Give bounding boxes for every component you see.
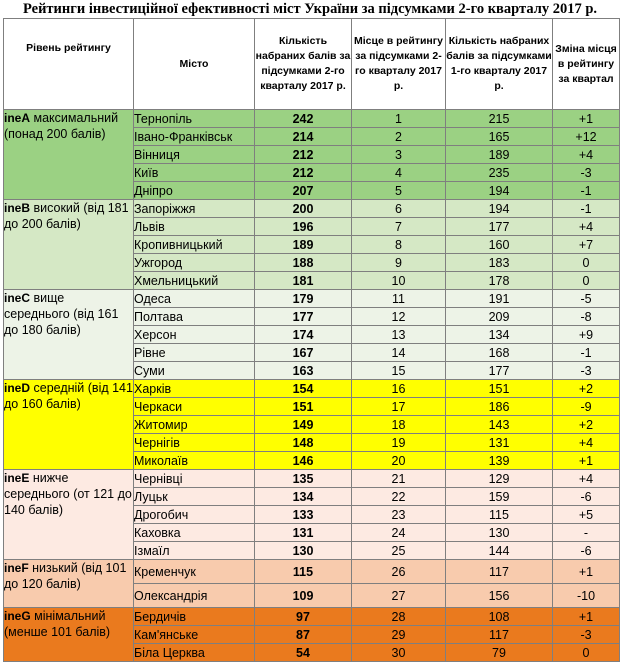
- city-cell: Дніпро: [134, 182, 255, 200]
- points-q1-cell: 143: [446, 416, 553, 434]
- change-cell: +4: [553, 470, 620, 488]
- level-code: ineB: [4, 201, 31, 215]
- place-cell: 3: [352, 146, 446, 164]
- city-cell: Київ: [134, 164, 255, 182]
- level-description: вище середнього (від 161 до 180 балів): [4, 291, 119, 337]
- place-cell: 19: [352, 434, 446, 452]
- level-code: ineD: [4, 381, 31, 395]
- city-cell: Черкаси: [134, 398, 255, 416]
- header-points-q2: Кількість набраних балів за підсумками 2-го кварталу 2017 р.: [255, 19, 352, 110]
- change-cell: 0: [553, 644, 620, 662]
- table-body: [4, 110, 620, 662]
- points-q1-cell: 191: [446, 290, 553, 308]
- city-cell: Ізмаїл: [134, 542, 255, 560]
- points-q2-cell: 189: [255, 236, 352, 254]
- level-description: мінімальний (менше 101 балів): [4, 609, 111, 639]
- city-cell: Запоріжжя: [134, 200, 255, 218]
- level-code: ineF: [4, 561, 29, 575]
- points-q2-cell: 54: [255, 644, 352, 662]
- table-row: [4, 110, 620, 128]
- place-cell: 16: [352, 380, 446, 398]
- points-q2-cell: 207: [255, 182, 352, 200]
- city-cell: Біла Церква: [134, 644, 255, 662]
- table-row: [4, 290, 620, 308]
- change-cell: -6: [553, 488, 620, 506]
- points-q2-cell: 214: [255, 128, 352, 146]
- change-cell: +9: [553, 326, 620, 344]
- city-cell: Дрогобич: [134, 506, 255, 524]
- place-cell: 27: [352, 584, 446, 608]
- change-cell: +4: [553, 146, 620, 164]
- city-cell: Хмельницький: [134, 272, 255, 290]
- place-cell: 17: [352, 398, 446, 416]
- level-cell: [4, 110, 134, 200]
- place-cell: 23: [352, 506, 446, 524]
- table-row: [4, 200, 620, 218]
- header-row: [4, 19, 620, 110]
- city-cell: Бердичів: [134, 608, 255, 626]
- points-q1-cell: 159: [446, 488, 553, 506]
- city-cell: Житомир: [134, 416, 255, 434]
- level-code: ineA: [4, 111, 31, 125]
- points-q1-cell: 177: [446, 362, 553, 380]
- level-description: середній (від 141 до 160 балів): [4, 381, 133, 411]
- change-cell: -1: [553, 182, 620, 200]
- place-cell: 14: [352, 344, 446, 362]
- place-cell: 24: [352, 524, 446, 542]
- points-q1-cell: 115: [446, 506, 553, 524]
- place-cell: 5: [352, 182, 446, 200]
- place-cell: 7: [352, 218, 446, 236]
- points-q2-cell: 151: [255, 398, 352, 416]
- change-cell: -8: [553, 308, 620, 326]
- points-q2-cell: 149: [255, 416, 352, 434]
- change-cell: -5: [553, 290, 620, 308]
- city-cell: Івано-Франківськ: [134, 128, 255, 146]
- city-cell: Львів: [134, 218, 255, 236]
- change-cell: +5: [553, 506, 620, 524]
- table-title: Рейтинги інвестиційної ефективності міст України за підсумками 2-го кварталу 2017 р.: [22, 1, 598, 17]
- change-cell: +12: [553, 128, 620, 146]
- place-cell: 11: [352, 290, 446, 308]
- level-cell: [4, 380, 134, 470]
- points-q2-cell: 97: [255, 608, 352, 626]
- place-cell: 21: [352, 470, 446, 488]
- level-cell: [4, 200, 134, 290]
- level-cell: [4, 560, 134, 608]
- change-cell: -3: [553, 164, 620, 182]
- change-cell: -: [553, 524, 620, 542]
- points-q1-cell: 177: [446, 218, 553, 236]
- city-cell: Миколаїв: [134, 452, 255, 470]
- table-row: [4, 560, 620, 584]
- place-cell: 22: [352, 488, 446, 506]
- city-cell: Кам'янське: [134, 626, 255, 644]
- points-q1-cell: 235: [446, 164, 553, 182]
- change-cell: 0: [553, 272, 620, 290]
- level-description: нижче середнього (от 121 до 140 балів): [4, 471, 132, 517]
- points-q1-cell: 168: [446, 344, 553, 362]
- points-q2-cell: 146: [255, 452, 352, 470]
- place-cell: 9: [352, 254, 446, 272]
- change-cell: -10: [553, 584, 620, 608]
- header-city: Місто: [134, 19, 255, 110]
- place-cell: 18: [352, 416, 446, 434]
- points-q2-cell: 242: [255, 110, 352, 128]
- city-cell: Чернігів: [134, 434, 255, 452]
- points-q1-cell: 139: [446, 452, 553, 470]
- table-row: [4, 608, 620, 626]
- points-q1-cell: 130: [446, 524, 553, 542]
- place-cell: 28: [352, 608, 446, 626]
- points-q1-cell: 144: [446, 542, 553, 560]
- points-q2-cell: 179: [255, 290, 352, 308]
- points-q1-cell: 79: [446, 644, 553, 662]
- change-cell: +1: [553, 452, 620, 470]
- points-q2-cell: 174: [255, 326, 352, 344]
- change-cell: -6: [553, 542, 620, 560]
- level-cell: [4, 290, 134, 380]
- place-cell: 29: [352, 626, 446, 644]
- place-cell: 8: [352, 236, 446, 254]
- points-q1-cell: 165: [446, 128, 553, 146]
- points-q2-cell: 148: [255, 434, 352, 452]
- place-cell: 1: [352, 110, 446, 128]
- points-q2-cell: 130: [255, 542, 352, 560]
- place-cell: 26: [352, 560, 446, 584]
- city-cell: Кропивницький: [134, 236, 255, 254]
- place-cell: 10: [352, 272, 446, 290]
- place-cell: 15: [352, 362, 446, 380]
- points-q1-cell: 194: [446, 200, 553, 218]
- change-cell: +1: [553, 560, 620, 584]
- points-q2-cell: 131: [255, 524, 352, 542]
- place-cell: 6: [352, 200, 446, 218]
- change-cell: +2: [553, 416, 620, 434]
- place-cell: 25: [352, 542, 446, 560]
- change-cell: -3: [553, 362, 620, 380]
- place-cell: 2: [352, 128, 446, 146]
- city-cell: Чернівці: [134, 470, 255, 488]
- points-q2-cell: 109: [255, 584, 352, 608]
- points-q2-cell: 212: [255, 146, 352, 164]
- city-cell: Рівне: [134, 344, 255, 362]
- city-cell: Харків: [134, 380, 255, 398]
- level-code: ineE: [4, 471, 30, 485]
- city-cell: Луцьк: [134, 488, 255, 506]
- points-q1-cell: 117: [446, 626, 553, 644]
- points-q2-cell: 212: [255, 164, 352, 182]
- place-cell: 30: [352, 644, 446, 662]
- level-description: високий (від 181 до 200 балів): [4, 201, 129, 231]
- points-q2-cell: 154: [255, 380, 352, 398]
- points-q2-cell: 135: [255, 470, 352, 488]
- level-cell: [4, 608, 134, 662]
- city-cell: Полтава: [134, 308, 255, 326]
- level-code: ineG: [4, 609, 31, 623]
- points-q1-cell: 134: [446, 326, 553, 344]
- change-cell: +7: [553, 236, 620, 254]
- points-q1-cell: 186: [446, 398, 553, 416]
- points-q1-cell: 194: [446, 182, 553, 200]
- city-cell: Суми: [134, 362, 255, 380]
- points-q2-cell: 188: [255, 254, 352, 272]
- points-q1-cell: 151: [446, 380, 553, 398]
- points-q1-cell: 209: [446, 308, 553, 326]
- points-q1-cell: 160: [446, 236, 553, 254]
- change-cell: +1: [553, 110, 620, 128]
- change-cell: +4: [553, 218, 620, 236]
- points-q1-cell: 129: [446, 470, 553, 488]
- rating-table: [3, 18, 620, 662]
- change-cell: -3: [553, 626, 620, 644]
- points-q2-cell: 115: [255, 560, 352, 584]
- change-cell: -1: [553, 344, 620, 362]
- city-cell: Одеса: [134, 290, 255, 308]
- place-cell: 4: [352, 164, 446, 182]
- city-cell: Ужгород: [134, 254, 255, 272]
- city-cell: Херсон: [134, 326, 255, 344]
- place-cell: 13: [352, 326, 446, 344]
- level-cell: [4, 470, 134, 560]
- points-q2-cell: 163: [255, 362, 352, 380]
- points-q2-cell: 196: [255, 218, 352, 236]
- points-q2-cell: 200: [255, 200, 352, 218]
- points-q1-cell: 108: [446, 608, 553, 626]
- city-cell: Олександрія: [134, 584, 255, 608]
- table-row: [4, 380, 620, 398]
- change-cell: 0: [553, 254, 620, 272]
- header-place-q2: Місце в рейтингу за підсумками 2-го кварталу 2017 р.: [352, 19, 446, 110]
- points-q1-cell: 189: [446, 146, 553, 164]
- points-q2-cell: 134: [255, 488, 352, 506]
- change-cell: +4: [553, 434, 620, 452]
- table-row: [4, 470, 620, 488]
- place-cell: 20: [352, 452, 446, 470]
- level-description: максимальний (понад 200 балів): [4, 111, 119, 141]
- points-q1-cell: 178: [446, 272, 553, 290]
- change-cell: +2: [553, 380, 620, 398]
- city-cell: Тернопіль: [134, 110, 255, 128]
- place-cell: 12: [352, 308, 446, 326]
- city-cell: Вінниця: [134, 146, 255, 164]
- change-cell: +1: [553, 608, 620, 626]
- city-cell: Каховка: [134, 524, 255, 542]
- header-level: Рівень рейтингу: [4, 19, 134, 110]
- points-q2-cell: 181: [255, 272, 352, 290]
- header-points-q1: Кількість набраних балів за підсумками 1-го кварталу 2017 р.: [446, 19, 553, 110]
- level-code: ineC: [4, 291, 31, 305]
- points-q1-cell: 131: [446, 434, 553, 452]
- points-q1-cell: 215: [446, 110, 553, 128]
- city-cell: Кременчук: [134, 560, 255, 584]
- header-change: Зміна місця в рейтингу за квартал: [553, 19, 620, 110]
- change-cell: -9: [553, 398, 620, 416]
- change-cell: -1: [553, 200, 620, 218]
- points-q2-cell: 167: [255, 344, 352, 362]
- points-q1-cell: 117: [446, 560, 553, 584]
- points-q1-cell: 156: [446, 584, 553, 608]
- points-q2-cell: 87: [255, 626, 352, 644]
- points-q1-cell: 183: [446, 254, 553, 272]
- points-q2-cell: 133: [255, 506, 352, 524]
- level-description: низький (від 101 до 120 балів): [4, 561, 127, 591]
- points-q2-cell: 177: [255, 308, 352, 326]
